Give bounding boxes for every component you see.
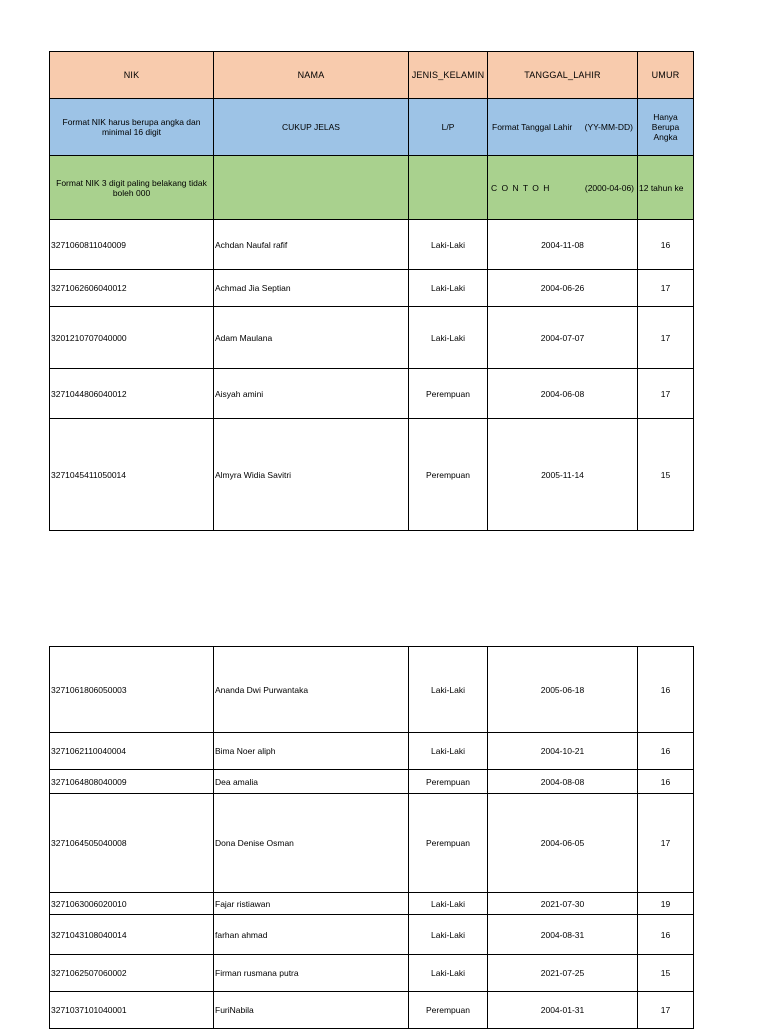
format-umur: Hanya Berupa Angka	[638, 99, 694, 156]
cell-umur: 16	[638, 733, 694, 770]
format-jenis-kelamin: L/P	[409, 99, 488, 156]
cell-tanggal-lahir: 2004-10-21	[488, 733, 638, 770]
cell-jenis-kelamin: Laki-Laki	[409, 955, 488, 992]
cell-jenis-kelamin: Laki-Laki	[409, 307, 488, 369]
cell-tanggal-lahir: 2005-06-18	[488, 647, 638, 733]
cell-nama: Achmad Jia Septian	[214, 270, 409, 307]
cell-tanggal-lahir: 2004-08-31	[488, 915, 638, 955]
cell-jenis-kelamin: Perempuan	[409, 369, 488, 419]
cell-nik: 3271043108040014	[50, 915, 214, 955]
cell-tanggal-lahir: 2004-06-05	[488, 794, 638, 893]
format-tanggal-lahir-label: Format Tanggal Lahir	[492, 122, 573, 132]
cell-umur: 17	[638, 270, 694, 307]
data-table-bottom	[49, 646, 694, 1029]
cell-jenis-kelamin: Perempuan	[409, 794, 488, 893]
format-nik: Format NIK harus berupa angka dan minimal 16 digit	[50, 99, 214, 156]
cell-nama: Ananda Dwi Purwantaka	[214, 647, 409, 733]
table-row	[50, 893, 694, 915]
cell-tanggal-lahir: 2004-08-08	[488, 770, 638, 794]
table-row	[50, 419, 694, 531]
header-jenis-kelamin	[409, 52, 488, 99]
table-row	[50, 770, 694, 794]
format-tanggal-lahir	[488, 99, 638, 156]
cell-jenis-kelamin: Perempuan	[409, 992, 488, 1029]
header-tanggal-lahir: TANGGAL_LAHIR	[488, 52, 638, 99]
cell-nama: Dea amalia	[214, 770, 409, 794]
cell-jenis-kelamin: Laki-Laki	[409, 220, 488, 270]
cell-umur: 17	[638, 794, 694, 893]
cell-tanggal-lahir: 2004-01-31	[488, 992, 638, 1029]
cell-jenis-kelamin: Laki-Laki	[409, 733, 488, 770]
example-umur: 12 tahun ke	[638, 156, 694, 220]
cell-nik: 3271064505040008	[50, 794, 214, 893]
format-nama: CUKUP JELAS	[214, 99, 409, 156]
cell-jenis-kelamin: Laki-Laki	[409, 893, 488, 915]
cell-nama: Fajar ristiawan	[214, 893, 409, 915]
example-tanggal-lahir	[488, 156, 638, 220]
cell-nama: Aisyah amini	[214, 369, 409, 419]
cell-nik: 3271062110040004	[50, 733, 214, 770]
example-nik: Format NIK 3 digit paling belakang tidak boleh 000	[50, 156, 214, 220]
example-contoh-label: C O N T O H	[491, 182, 551, 193]
format-tanggal-lahir-pattern: (YY-MM-DD)	[584, 122, 633, 132]
cell-jenis-kelamin: Perempuan	[409, 419, 488, 531]
header-nik: NIK	[50, 52, 214, 99]
cell-nama: Achdan Naufal rafif	[214, 220, 409, 270]
cell-tanggal-lahir: 2004-11-08	[488, 220, 638, 270]
cell-nama: Almyra Widia Savitri	[214, 419, 409, 531]
cell-tanggal-lahir: 2005-11-14	[488, 419, 638, 531]
cell-umur: 16	[638, 770, 694, 794]
cell-umur: 17	[638, 369, 694, 419]
cell-umur: 16	[638, 220, 694, 270]
cell-umur: 17	[638, 992, 694, 1029]
table-row	[50, 992, 694, 1029]
cell-tanggal-lahir: 2021-07-25	[488, 955, 638, 992]
cell-tanggal-lahir: 2021-07-30	[488, 893, 638, 915]
cell-jenis-kelamin: Perempuan	[409, 770, 488, 794]
data-table-top	[49, 51, 694, 531]
cell-nama: Bima Noer aliph	[214, 733, 409, 770]
table-row	[50, 955, 694, 992]
example-row	[50, 156, 694, 220]
cell-nik: 3271045411050014	[50, 419, 214, 531]
table-row	[50, 794, 694, 893]
cell-nik: 3201210707040000	[50, 307, 214, 369]
cell-nama: Dona Denise Osman	[214, 794, 409, 893]
cell-nama: Firman rusmana putra	[214, 955, 409, 992]
cell-nik: 3271062606040012	[50, 270, 214, 307]
cell-nik: 3271061806050003	[50, 647, 214, 733]
example-jenis-kelamin	[409, 156, 488, 220]
cell-umur: 15	[638, 955, 694, 992]
cell-nik: 3271044806040012	[50, 369, 214, 419]
cell-nik: 3271062507060002	[50, 955, 214, 992]
table-row	[50, 270, 694, 307]
header-jenis-kelamin-text: JENIS_KELAMIN	[411, 70, 485, 80]
header-umur: UMUR	[638, 52, 694, 99]
table-row	[50, 307, 694, 369]
table-row	[50, 915, 694, 955]
cell-jenis-kelamin: Laki-Laki	[409, 270, 488, 307]
header-nama: NAMA	[214, 52, 409, 99]
cell-nik: 3271063006020010	[50, 893, 214, 915]
cell-umur: 16	[638, 915, 694, 955]
cell-tanggal-lahir: 2004-06-26	[488, 270, 638, 307]
cell-nama: Adam Maulana	[214, 307, 409, 369]
format-row	[50, 99, 694, 156]
cell-nama: farhan ahmad	[214, 915, 409, 955]
table-row	[50, 733, 694, 770]
header-row	[50, 52, 694, 99]
cell-umur: 15	[638, 419, 694, 531]
example-nama	[214, 156, 409, 220]
cell-umur: 16	[638, 647, 694, 733]
cell-nama: FuriNabila	[214, 992, 409, 1029]
cell-umur: 17	[638, 307, 694, 369]
cell-tanggal-lahir: 2004-07-07	[488, 307, 638, 369]
cell-tanggal-lahir: 2004-06-08	[488, 369, 638, 419]
example-date-value: (2000-04-06)	[584, 182, 634, 193]
table-row	[50, 647, 694, 733]
cell-jenis-kelamin: Laki-Laki	[409, 647, 488, 733]
cell-nik: 3271064808040009	[50, 770, 214, 794]
cell-nik: 3271060811040009	[50, 220, 214, 270]
cell-umur: 19	[638, 893, 694, 915]
cell-jenis-kelamin: Laki-Laki	[409, 915, 488, 955]
table-row	[50, 220, 694, 270]
table-row	[50, 369, 694, 419]
cell-nik: 3271037101040001	[50, 992, 214, 1029]
